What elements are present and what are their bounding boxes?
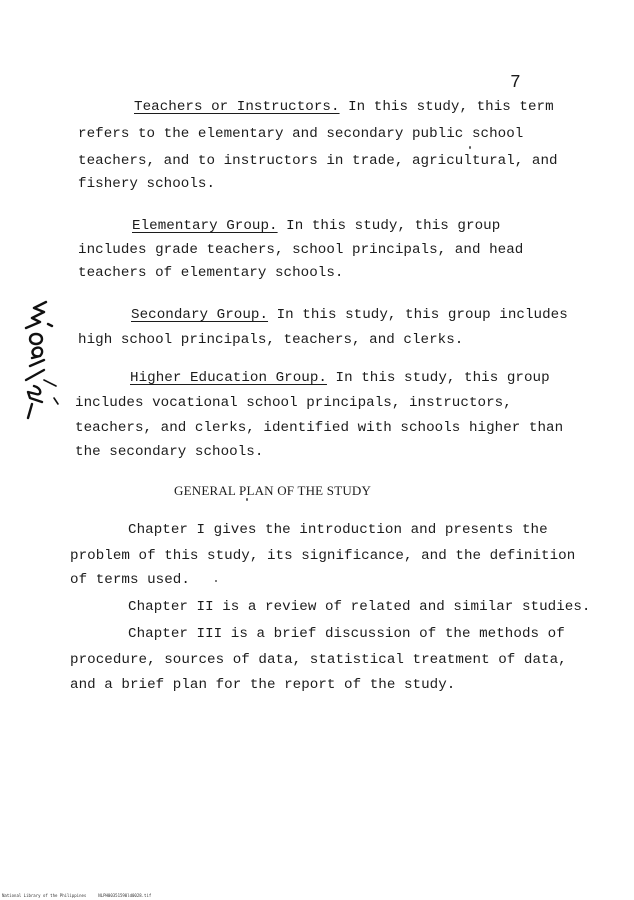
page-number: 7 (510, 73, 521, 93)
definition-term: Secondary Group. (131, 307, 269, 323)
definition-line: teachers of elementary schools. (78, 265, 344, 281)
definition-line: the secondary schools. (75, 444, 264, 460)
scan-speck (469, 146, 471, 149)
handwritten-annotation (18, 300, 78, 420)
chapter-line: and a brief plan for the report of the study. (70, 677, 456, 693)
chapter-line: Chapter II is a review of related and similar studies. (128, 599, 591, 615)
chapter-line: procedure, sources of data, statistical treatment of data, (70, 652, 567, 668)
definition-line: fishery schools. (78, 176, 216, 192)
definition-line (131, 306, 568, 324)
definition-line: teachers, and to instructors in trade, agricultural, and (78, 153, 558, 169)
definition-line (134, 98, 554, 116)
scan-speck (246, 498, 248, 501)
definition-line: high school principals, teachers, and clerks. (78, 332, 464, 348)
definition-line: refers to the elementary and secondary public school (78, 126, 524, 142)
definition-term: Elementary Group. (132, 218, 278, 234)
scan-footer (2, 893, 163, 898)
chapter-line: problem of this study, its significance, and the definition (70, 548, 576, 564)
chapter-line: Chapter III is a brief discussion of the methods of (128, 626, 565, 642)
section-heading: GENERAL PLAN OF THE STUDY (174, 483, 372, 498)
definition-line (132, 217, 500, 235)
definition-text: In this study, this group (326, 370, 550, 386)
definition-term: Higher Education Group. (130, 370, 327, 386)
definition-line: teachers, and clerks, identified with schools higher than (75, 420, 564, 436)
footer-file: NLPH00351590ld0028.tif (98, 893, 152, 898)
definition-text: In this study, this term (339, 99, 554, 115)
chapter-line: of terms used. (70, 572, 190, 588)
definition-line: includes vocational school principals, instructors, (75, 395, 512, 411)
footer-library: National Library of the Philippines (2, 893, 87, 898)
definition-line (130, 369, 550, 387)
definition-line: includes grade teachers, school principals, and head (78, 242, 524, 258)
chapter-line: Chapter I gives the introduction and presents the (128, 522, 548, 538)
definition-text: In this study, this group (277, 218, 501, 234)
scan-speck (215, 580, 217, 582)
definition-term: Teachers or Instructors. (134, 99, 340, 115)
definition-text: In this study, this group includes (268, 307, 568, 323)
